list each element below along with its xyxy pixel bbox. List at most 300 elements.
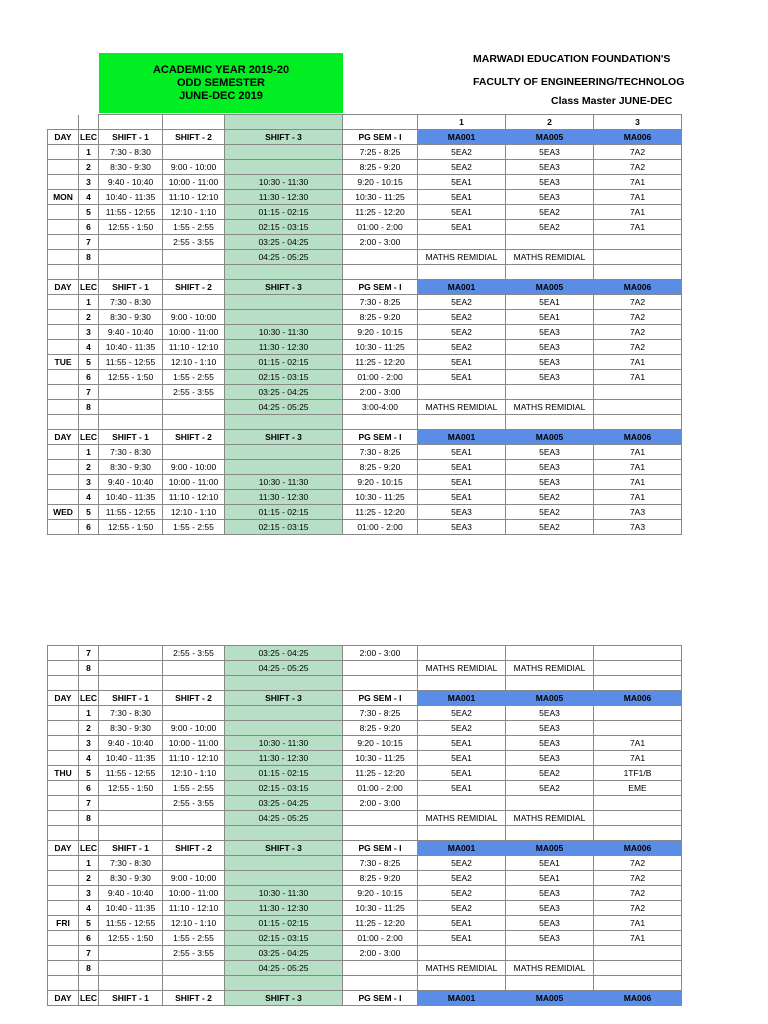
day-cell	[48, 781, 79, 796]
cell: 5EA2	[506, 766, 594, 781]
header-pg: PG SEM - I	[343, 841, 418, 856]
cell	[506, 235, 594, 250]
cell: 04:25 - 05:25	[225, 250, 343, 265]
spacer-cell	[225, 415, 343, 430]
cell: 7A2	[594, 310, 682, 325]
table-row	[48, 160, 682, 175]
cell: 10:30 - 11:25	[343, 901, 418, 916]
cell: 7A1	[594, 445, 682, 460]
cell: 4	[79, 340, 99, 355]
cell: 9:40 - 10:40	[99, 736, 163, 751]
cell: 9:40 - 10:40	[99, 175, 163, 190]
cell: 12:10 - 1:10	[163, 205, 225, 220]
header-s1: SHIFT - 1	[99, 280, 163, 295]
cell	[163, 961, 225, 976]
column-number: 1	[418, 115, 506, 130]
cell: 1:55 - 2:55	[163, 781, 225, 796]
table-row	[48, 871, 682, 886]
cell	[225, 310, 343, 325]
cell: 10:30 - 11:30	[225, 475, 343, 490]
cell: 5EA2	[418, 295, 506, 310]
cell: 6	[79, 520, 99, 535]
header-s2: SHIFT - 2	[163, 691, 225, 706]
header-s3: SHIFT - 3	[225, 280, 343, 295]
cell: 10:00 - 11:00	[163, 325, 225, 340]
cell: 03:25 - 04:25	[225, 646, 343, 661]
cell	[225, 706, 343, 721]
cell: 7A2	[594, 340, 682, 355]
cell: 6	[79, 781, 99, 796]
table-row	[48, 886, 682, 901]
cell: 10:40 - 11:35	[99, 901, 163, 916]
cell: 02:15 - 03:15	[225, 781, 343, 796]
day-cell	[48, 811, 79, 826]
cell	[163, 706, 225, 721]
day-cell	[48, 886, 79, 901]
cell: 5EA3	[506, 340, 594, 355]
table-row	[48, 205, 682, 220]
header-ma1: MA001	[418, 991, 506, 1006]
cell	[343, 661, 418, 676]
cell: MATHS REMIDIAL	[418, 811, 506, 826]
day-cell	[48, 160, 79, 175]
cell: 9:40 - 10:40	[99, 475, 163, 490]
cell: 11:30 - 12:30	[225, 190, 343, 205]
cell	[163, 856, 225, 871]
cell: 2	[79, 310, 99, 325]
cell: 7A2	[594, 145, 682, 160]
spacer-row	[48, 265, 682, 280]
cell: 7:30 - 8:30	[99, 295, 163, 310]
cell: 5EA3	[506, 460, 594, 475]
header-lec: LEC	[79, 691, 99, 706]
cell: 8:25 - 9:20	[343, 871, 418, 886]
cell: 03:25 - 04:25	[225, 946, 343, 961]
header-lec: LEC	[79, 130, 99, 145]
foundation-title: MARWADI EDUCATION FOUNDATION'S	[473, 53, 671, 65]
spacer-cell	[506, 415, 594, 430]
cell: 7:30 - 8:25	[343, 856, 418, 871]
spacer-cell	[594, 826, 682, 841]
header-ma2: MA005	[506, 280, 594, 295]
cell: 4	[79, 901, 99, 916]
spacer-cell	[99, 826, 163, 841]
table-row	[48, 385, 682, 400]
faculty-title: FACULTY OF ENGINEERING/TECHNOLOG	[473, 76, 685, 88]
header-ma1: MA001	[418, 430, 506, 445]
cell	[99, 661, 163, 676]
cell: 5	[79, 205, 99, 220]
cell: 5EA2	[418, 160, 506, 175]
header-ma3: MA006	[594, 130, 682, 145]
cell: 11:10 - 12:10	[163, 190, 225, 205]
cell: 5EA1	[506, 310, 594, 325]
cell: 9:20 - 10:15	[343, 736, 418, 751]
spacer-cell	[225, 265, 343, 280]
table-row	[48, 901, 682, 916]
cell: 9:20 - 10:15	[343, 475, 418, 490]
table-row	[48, 460, 682, 475]
cell: 04:25 - 05:25	[225, 400, 343, 415]
table-row	[48, 706, 682, 721]
day-cell	[48, 175, 79, 190]
day-cell	[48, 706, 79, 721]
day-cell	[48, 370, 79, 385]
day-cell	[48, 295, 79, 310]
cell: 3:00-4:00	[343, 400, 418, 415]
cell: 9:40 - 10:40	[99, 886, 163, 901]
spacer-cell	[163, 826, 225, 841]
header-day: DAY	[48, 430, 79, 445]
day-cell	[48, 475, 79, 490]
cell: 5EA1	[418, 460, 506, 475]
cell: 11:10 - 12:10	[163, 901, 225, 916]
spacer-row	[48, 976, 682, 991]
cell: 04:25 - 05:25	[225, 961, 343, 976]
cell: 5EA2	[418, 145, 506, 160]
header-row	[48, 991, 682, 1006]
class-master-title: Class Master JUNE-DEC	[551, 95, 673, 107]
cell: 7A1	[594, 220, 682, 235]
day-cell	[48, 490, 79, 505]
cell	[506, 385, 594, 400]
cell: 3	[79, 886, 99, 901]
spacer-cell	[594, 976, 682, 991]
cell: 5EA3	[506, 445, 594, 460]
table-row	[48, 946, 682, 961]
cell: 7A1	[594, 751, 682, 766]
cell	[99, 796, 163, 811]
cell	[163, 295, 225, 310]
cell	[99, 811, 163, 826]
header-pg: PG SEM - I	[343, 280, 418, 295]
cell	[594, 646, 682, 661]
header-s3: SHIFT - 3	[225, 991, 343, 1006]
cell: 5EA2	[418, 706, 506, 721]
cell: 01:00 - 2:00	[343, 220, 418, 235]
cell: 7A1	[594, 370, 682, 385]
cell: 1:55 - 2:55	[163, 931, 225, 946]
cell: 7A3	[594, 505, 682, 520]
cell	[225, 460, 343, 475]
table-row	[48, 646, 682, 661]
cell: 11:10 - 12:10	[163, 490, 225, 505]
cell: 5EA1	[506, 295, 594, 310]
cell	[594, 235, 682, 250]
header-row	[48, 280, 682, 295]
cell: 11:30 - 12:30	[225, 751, 343, 766]
day-cell	[48, 751, 79, 766]
cell: 12:10 - 1:10	[163, 766, 225, 781]
cell	[594, 811, 682, 826]
cell: 5EA3	[506, 145, 594, 160]
cell	[225, 721, 343, 736]
spacer-cell	[79, 826, 99, 841]
cell: 7:25 - 8:25	[343, 145, 418, 160]
cell	[99, 235, 163, 250]
cell: 9:00 - 10:00	[163, 160, 225, 175]
spacer-cell	[99, 265, 163, 280]
cell	[343, 250, 418, 265]
header-ma3: MA006	[594, 280, 682, 295]
cell: 5EA2	[418, 901, 506, 916]
cell: 9:20 - 10:15	[343, 175, 418, 190]
cell: 5EA1	[418, 190, 506, 205]
header-ma3: MA006	[594, 841, 682, 856]
cell: 1:55 - 2:55	[163, 520, 225, 535]
cell	[594, 961, 682, 976]
header-lec: LEC	[79, 991, 99, 1006]
spacer-cell	[225, 676, 343, 691]
spacer-cell	[48, 415, 79, 430]
cell: 3	[79, 736, 99, 751]
cell: MATHS REMIDIAL	[418, 961, 506, 976]
cell: 5EA1	[418, 355, 506, 370]
cell: 8	[79, 961, 99, 976]
cell: 01:15 - 02:15	[225, 205, 343, 220]
table-row	[48, 475, 682, 490]
cell: 5EA2	[418, 310, 506, 325]
day-cell	[48, 340, 79, 355]
cell: 11:10 - 12:10	[163, 340, 225, 355]
cell	[594, 796, 682, 811]
cell: 5EA1	[418, 766, 506, 781]
spacer-cell	[163, 265, 225, 280]
spacer-cell	[418, 415, 506, 430]
cell: 5EA3	[506, 931, 594, 946]
header-lec: LEC	[79, 841, 99, 856]
cell: 7:30 - 8:30	[99, 445, 163, 460]
cell: 7A2	[594, 160, 682, 175]
cell: 7A1	[594, 355, 682, 370]
spacer-cell	[99, 676, 163, 691]
cell: 5EA2	[418, 340, 506, 355]
cell: 01:15 - 02:15	[225, 766, 343, 781]
header-s2: SHIFT - 2	[163, 841, 225, 856]
header-ma1: MA001	[418, 130, 506, 145]
cell: 5EA3	[506, 901, 594, 916]
cell: 7:30 - 8:30	[99, 706, 163, 721]
table-row	[48, 190, 682, 205]
cell: 11:55 - 12:55	[99, 916, 163, 931]
cell: 4	[79, 490, 99, 505]
spacer-cell	[79, 265, 99, 280]
cell	[163, 145, 225, 160]
cell: 5EA3	[418, 505, 506, 520]
spacer-cell	[343, 415, 418, 430]
cell: 5EA3	[506, 736, 594, 751]
cell: 9:00 - 10:00	[163, 310, 225, 325]
cell: MATHS REMIDIAL	[506, 811, 594, 826]
spacer-row	[48, 415, 682, 430]
cell: 03:25 - 04:25	[225, 796, 343, 811]
table-row	[48, 961, 682, 976]
spacer-cell	[506, 676, 594, 691]
table-row	[48, 856, 682, 871]
table-row	[48, 340, 682, 355]
class-master-wrap	[300, 95, 673, 111]
day-cell	[48, 901, 79, 916]
cell: 11:25 - 12:20	[343, 505, 418, 520]
cell	[225, 160, 343, 175]
cell: 5EA1	[418, 931, 506, 946]
cell: 01:00 - 2:00	[343, 520, 418, 535]
spacer-cell	[343, 676, 418, 691]
cell: MATHS REMIDIAL	[418, 661, 506, 676]
cell: 7A1	[594, 490, 682, 505]
table-row	[48, 916, 682, 931]
cell: 8	[79, 250, 99, 265]
cell: 1	[79, 145, 99, 160]
cell: 7:30 - 8:30	[99, 856, 163, 871]
table-row	[48, 781, 682, 796]
cell: 8:25 - 9:20	[343, 460, 418, 475]
day-cell	[48, 856, 79, 871]
number-cell-empty	[225, 115, 343, 130]
day-cell	[48, 205, 79, 220]
number-cell-empty	[99, 115, 163, 130]
cell: 8	[79, 811, 99, 826]
cell: 12:55 - 1:50	[99, 220, 163, 235]
column-number: 3	[594, 115, 682, 130]
table-row	[48, 220, 682, 235]
cell: 10:40 - 11:35	[99, 340, 163, 355]
cell: MATHS REMIDIAL	[506, 250, 594, 265]
table-row	[48, 400, 682, 415]
spacer-row	[48, 676, 682, 691]
header-row	[48, 691, 682, 706]
day-cell	[48, 721, 79, 736]
day-cell	[48, 796, 79, 811]
header-s3: SHIFT - 3	[225, 691, 343, 706]
header-day: DAY	[48, 280, 79, 295]
spacer-cell	[506, 826, 594, 841]
cell: 5EA2	[506, 781, 594, 796]
cell: 2:55 - 3:55	[163, 946, 225, 961]
header-ma3: MA006	[594, 430, 682, 445]
cell: 2	[79, 160, 99, 175]
banner-line-2: ODD SEMESTER	[176, 76, 265, 89]
cell: 5EA2	[418, 325, 506, 340]
cell: 9:00 - 10:00	[163, 871, 225, 886]
day-cell	[48, 325, 79, 340]
spacer-cell	[343, 826, 418, 841]
cell: 11:30 - 12:30	[225, 490, 343, 505]
table-row	[48, 355, 682, 370]
cell: 5EA1	[418, 370, 506, 385]
cell: 5	[79, 766, 99, 781]
cell: 6	[79, 370, 99, 385]
day-cell	[48, 145, 79, 160]
table-row	[48, 931, 682, 946]
cell: 04:25 - 05:25	[225, 661, 343, 676]
day-name: WED	[48, 505, 79, 520]
cell: 5EA3	[506, 160, 594, 175]
cell: 7A1	[594, 460, 682, 475]
cell: 2	[79, 721, 99, 736]
cell: 5EA2	[418, 721, 506, 736]
cell: 10:30 - 11:30	[225, 736, 343, 751]
cell: 10:30 - 11:25	[343, 490, 418, 505]
cell: 9:00 - 10:00	[163, 460, 225, 475]
cell: 5EA2	[506, 205, 594, 220]
cell: 5	[79, 355, 99, 370]
cell: 8:30 - 9:30	[99, 721, 163, 736]
cell: 2	[79, 460, 99, 475]
cell: 7A1	[594, 916, 682, 931]
day-cell	[48, 235, 79, 250]
day-name: FRI	[48, 916, 79, 931]
cell: 12:55 - 1:50	[99, 520, 163, 535]
cell	[163, 661, 225, 676]
cell: 01:15 - 02:15	[225, 355, 343, 370]
header-ma1: MA001	[418, 280, 506, 295]
cell: 2:55 - 3:55	[163, 646, 225, 661]
cell: 6	[79, 931, 99, 946]
cell	[594, 706, 682, 721]
banner-line-1: ACADEMIC YEAR 2019-20	[152, 63, 290, 76]
cell: 12:55 - 1:50	[99, 370, 163, 385]
cell	[418, 946, 506, 961]
day-cell	[48, 931, 79, 946]
cell	[343, 961, 418, 976]
cell: 7	[79, 946, 99, 961]
cell: MATHS REMIDIAL	[506, 661, 594, 676]
cell: 3	[79, 325, 99, 340]
cell: EME	[594, 781, 682, 796]
cell: 7A1	[594, 736, 682, 751]
cell: 10:30 - 11:30	[225, 325, 343, 340]
cell: 5EA3	[506, 175, 594, 190]
table-row	[48, 250, 682, 265]
cell: 11:55 - 12:55	[99, 766, 163, 781]
spacer-cell	[418, 826, 506, 841]
column-number: 2	[506, 115, 594, 130]
table-row	[48, 295, 682, 310]
cell: 02:15 - 03:15	[225, 520, 343, 535]
cell: 2	[79, 871, 99, 886]
cell: 5	[79, 916, 99, 931]
cell: 5EA3	[418, 520, 506, 535]
cell: 2:00 - 3:00	[343, 646, 418, 661]
spacer-cell	[79, 676, 99, 691]
cell: 5EA3	[506, 721, 594, 736]
cell: 5EA2	[506, 505, 594, 520]
table-row	[48, 310, 682, 325]
day-name: MON	[48, 190, 79, 205]
cell: MATHS REMIDIAL	[506, 961, 594, 976]
cell: 4	[79, 190, 99, 205]
cell: 2:00 - 3:00	[343, 235, 418, 250]
cell	[418, 796, 506, 811]
cell	[418, 385, 506, 400]
spacer-cell	[594, 265, 682, 280]
cell: 10:30 - 11:30	[225, 175, 343, 190]
spacer-cell	[79, 415, 99, 430]
spacer-cell	[163, 676, 225, 691]
cell: 10:40 - 11:35	[99, 751, 163, 766]
cell: 7:30 - 8:25	[343, 295, 418, 310]
cell: 7A1	[594, 931, 682, 946]
cell	[99, 385, 163, 400]
cell: 01:15 - 02:15	[225, 505, 343, 520]
table-row	[48, 370, 682, 385]
cell: 5EA1	[418, 751, 506, 766]
header-ma2: MA005	[506, 841, 594, 856]
faculty-title-wrap	[300, 76, 685, 92]
spacer-cell	[48, 676, 79, 691]
header-s3: SHIFT - 3	[225, 130, 343, 145]
